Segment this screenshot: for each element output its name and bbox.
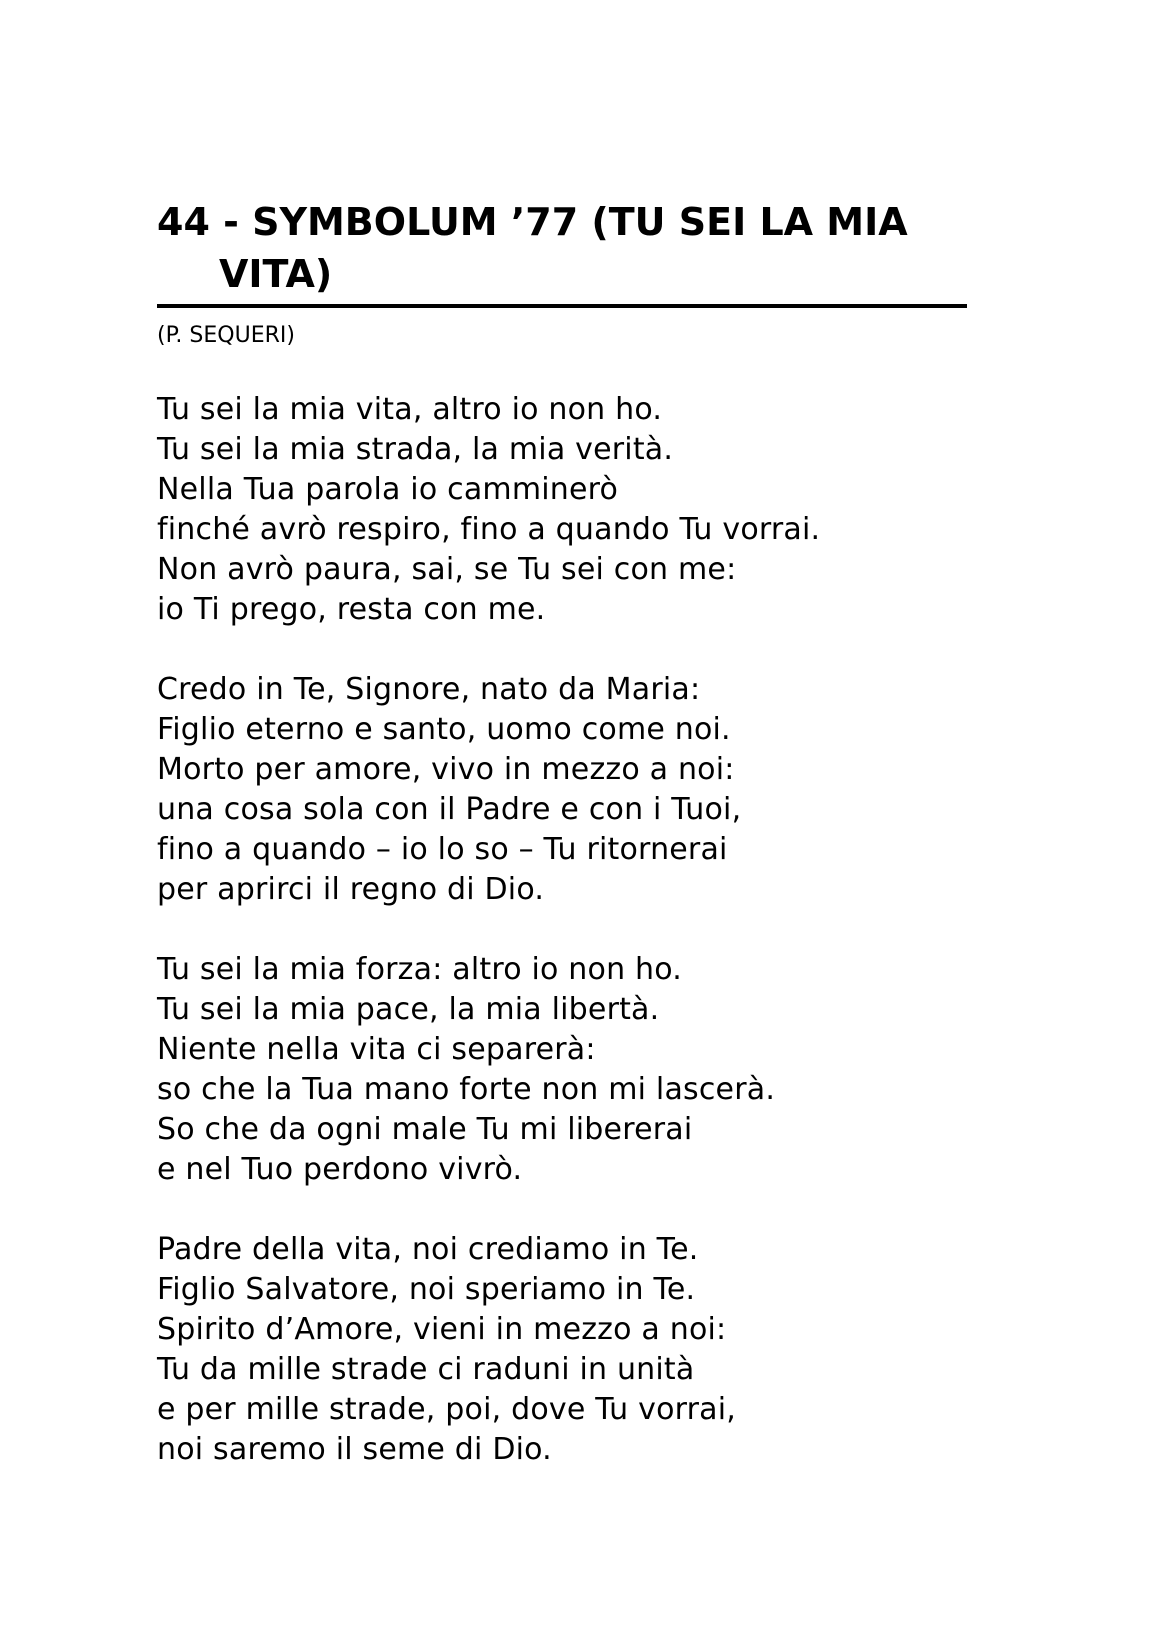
lyric-line: Tu sei la mia forza: altro io non ho. bbox=[157, 952, 683, 987]
song-author: (P. SEQUERI) bbox=[157, 323, 295, 348]
lyric-line: noi saremo il seme di Dio. bbox=[157, 1432, 552, 1467]
lyric-line: per aprirci il regno di Dio. bbox=[157, 872, 545, 907]
stanza-2 bbox=[157, 670, 969, 910]
lyric-line: una cosa sola con il Padre e con i Tuoi, bbox=[157, 792, 742, 827]
lyric-line: Figlio eterno e santo, uomo come noi. bbox=[157, 712, 731, 747]
stanza-3 bbox=[157, 950, 969, 1190]
lyric-line: Tu sei la mia strada, la mia verità. bbox=[157, 432, 674, 467]
lyric-line: Niente nella vita ci separerà: bbox=[157, 1032, 596, 1067]
stanza-4 bbox=[157, 1230, 969, 1470]
lyric-line: e per mille strade, poi, dove Tu vorrai, bbox=[157, 1392, 737, 1427]
lyric-line: So che da ogni male Tu mi libererai bbox=[157, 1112, 693, 1147]
song-title: 44 - SYMBOLUM ’77 (TU SEI LA MIA VITA) bbox=[157, 200, 908, 296]
stanza-1 bbox=[157, 390, 969, 630]
lyric-line: Spirito d’Amore, vieni in mezzo a noi: bbox=[157, 1312, 727, 1347]
lyric-line: Tu sei la mia vita, altro io non ho. bbox=[157, 392, 663, 427]
lyric-line: io Ti prego, resta con me. bbox=[157, 592, 546, 627]
lyric-line: e nel Tuo perdono vivrò. bbox=[157, 1152, 523, 1187]
lyric-line: Nella Tua parola io camminerò bbox=[157, 472, 619, 507]
title-underline bbox=[157, 304, 967, 308]
lyric-line: Figlio Salvatore, noi speriamo in Te. bbox=[157, 1272, 696, 1307]
lyric-line: Non avrò paura, sai, se Tu sei con me: bbox=[157, 552, 737, 587]
lyric-line: fino a quando – io lo so – Tu ritornerai bbox=[157, 832, 728, 867]
lyric-line: Credo in Te, Signore, nato da Maria: bbox=[157, 672, 701, 707]
lyric-line: finché avrò respiro, fino a quando Tu vorrai. bbox=[157, 512, 821, 547]
lyric-line: Morto per amore, vivo in mezzo a noi: bbox=[157, 752, 735, 787]
lyric-line: Padre della vita, noi crediamo in Te. bbox=[157, 1232, 699, 1267]
lyric-line: Tu sei la mia pace, la mia libertà. bbox=[157, 992, 660, 1027]
lyric-line: Tu da mille strade ci raduni in unità bbox=[157, 1352, 695, 1387]
song-page bbox=[157, 196, 969, 1470]
lyric-line: so che la Tua mano forte non mi lascerà. bbox=[157, 1072, 776, 1107]
